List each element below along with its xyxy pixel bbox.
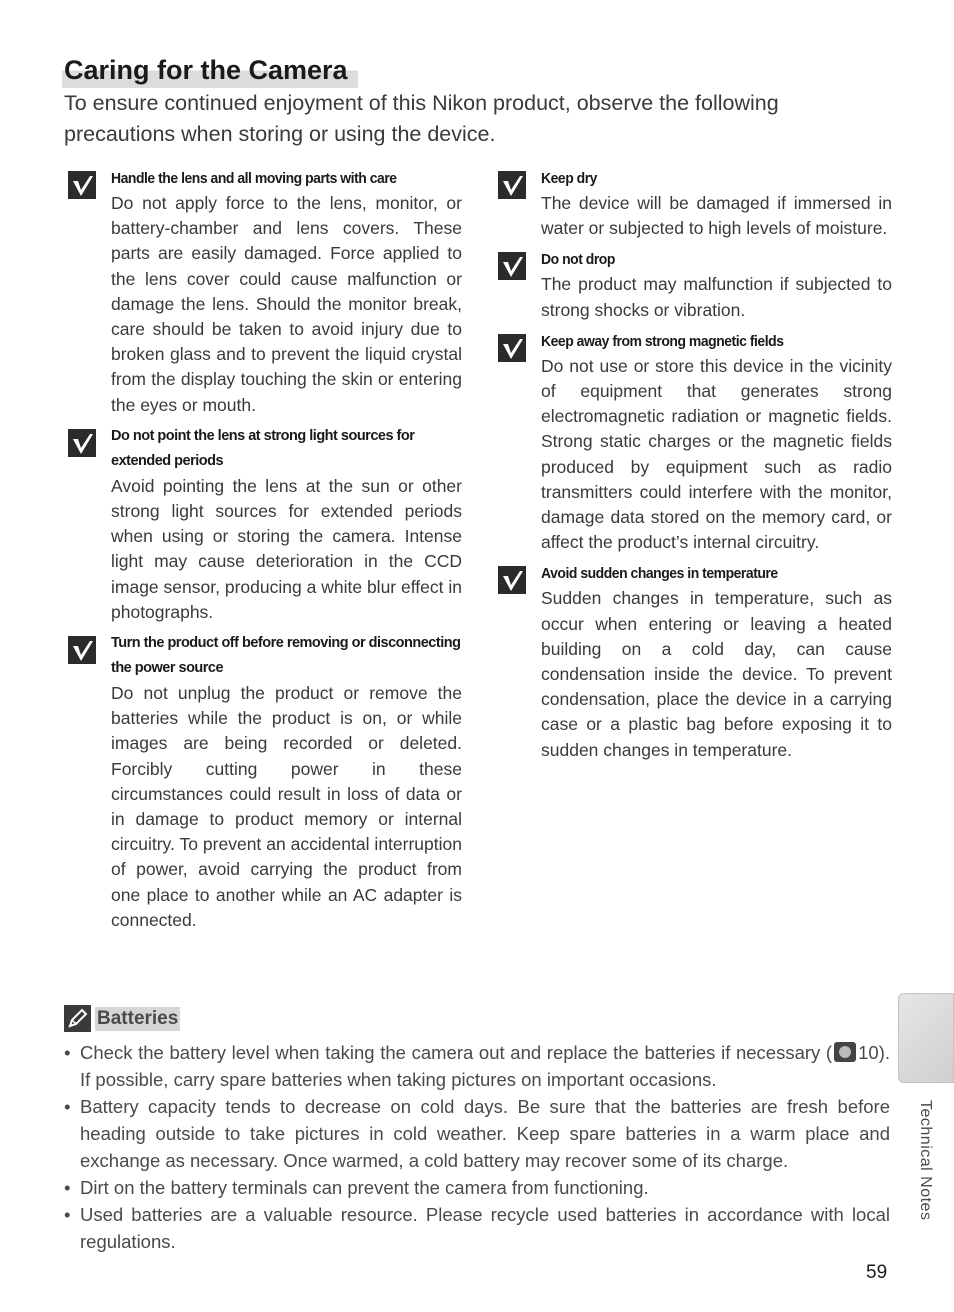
caution-item-title: Turn the product off before removing or disconnecting the power source bbox=[111, 635, 461, 677]
pencil-note-icon bbox=[64, 1005, 91, 1032]
caution-item-body: Sudden changes in temperature, such as occur when entering or leaving a heated building on a cold day, can cause condensation inside the device. To prevent condensation, place the device in a carrying case or a plastic bag before exposing it to sudden changes in temperature. bbox=[541, 588, 892, 760]
caution-item bbox=[498, 247, 892, 322]
caution-item-body: Avoid pointing the lens at the sun or other strong light sources for extended periods when using or storing the camera. Intense light may cause deterioration in the CCD image sensor, producing a white blur effect in photographs. bbox=[111, 475, 462, 622]
caution-item bbox=[498, 166, 892, 241]
list-item: • Dirt on the battery terminals can prevent the camera from functioning. bbox=[64, 1174, 890, 1201]
caution-item-title: Avoid sudden changes in temperature bbox=[541, 565, 778, 583]
caution-item bbox=[68, 166, 462, 418]
section-tab bbox=[898, 993, 954, 1083]
caution-item-title: Handle the lens and all moving parts with care bbox=[111, 170, 397, 187]
list-item bbox=[64, 1039, 890, 1093]
caution-item bbox=[68, 631, 462, 933]
check-icon bbox=[498, 252, 526, 280]
caution-item-body: The device will be damaged if immersed in water or subjected to high levels of moisture. bbox=[541, 193, 892, 239]
caution-item-body: Do not use or store this device in the vicinity of equipment that generates strong electromagnetic radiation or magnetic fields. Strong static charges or the magnetic fields produced by equipment such as radio transmitters could interfere with the monitor, damage data stored on the memory card, or affect the product’s internal circuitry. bbox=[541, 355, 892, 553]
caution-item-title: Keep dry bbox=[541, 170, 597, 187]
section-tab-label: Technical Notes bbox=[917, 1100, 934, 1221]
check-icon bbox=[498, 334, 526, 362]
bullet-text-before-ref: Check the battery level when taking the camera out and replace the batteries if necessary ( bbox=[80, 1042, 833, 1063]
note-title: Batteries bbox=[97, 1007, 179, 1029]
bullet-text-after-ref: ). If possible, carry spare batteries when taking pictures on important occasions. bbox=[80, 1042, 890, 1090]
right-column bbox=[498, 166, 892, 769]
caution-item-body: Do not unplug the product or remove the batteries while the product is on, or while images are being recorded or deleted. Forcibly cutting power in these circumstances could result in loss of data or in damage to product memory or internal circuitry. To prevent an accidental interruption of power, avoid carrying the product from one place to another while an AC adapter is connected. bbox=[111, 683, 462, 930]
caution-item-title: Do not drop bbox=[541, 251, 615, 269]
list-item: • Battery capacity tends to decrease on cold days. Be sure that the batteries are fresh before heading outside to take pictures in cold weather. Keep spare batteries in a warm place and exchange as necessary. Once warmed, a cold battery may recover some of its charge. bbox=[64, 1093, 890, 1174]
page-number: 59 bbox=[866, 1262, 888, 1283]
check-icon bbox=[68, 636, 96, 664]
check-icon bbox=[68, 429, 96, 457]
caution-item bbox=[68, 424, 462, 625]
page-title: Caring for the Camera bbox=[62, 52, 358, 88]
caution-item bbox=[498, 329, 892, 556]
caution-item-body: Do not apply force to the lens, monitor, or battery-chamber and lens covers. These parts are easily damaged. Force applied to the lens cover could cause malfunction or damage the lens. Should the monitor break, care should be taken to avoid injury due to broken glass and to prevent the liquid crystal from the display touching the skin or entering the eyes or mouth. bbox=[111, 193, 462, 415]
list-item: • Used batteries are a valuable resource. Please recycle used batteries in accordance with local regulations. bbox=[64, 1201, 890, 1255]
caution-item-title: Do not point the lens at strong light sources for extended periods bbox=[111, 427, 415, 469]
check-icon bbox=[498, 566, 526, 594]
battery-bullet-list bbox=[64, 1039, 890, 1255]
intro-text: To ensure continued enjoyment of this Nikon product, observe the following precautions when storing or using the device. bbox=[64, 91, 779, 146]
note-heading bbox=[64, 1005, 180, 1032]
page-reference-icon bbox=[834, 1042, 856, 1062]
page-title-wrap bbox=[62, 52, 358, 88]
caution-item bbox=[498, 561, 892, 762]
left-column bbox=[68, 166, 462, 939]
caution-item-body: The product may malfunction if subjected to strong shocks or vibration. bbox=[541, 274, 892, 320]
check-icon bbox=[498, 171, 526, 199]
caution-item-title: Keep away from strong magnetic fields bbox=[541, 332, 784, 350]
page-reference-number: 10 bbox=[858, 1042, 879, 1063]
check-icon bbox=[68, 171, 96, 199]
